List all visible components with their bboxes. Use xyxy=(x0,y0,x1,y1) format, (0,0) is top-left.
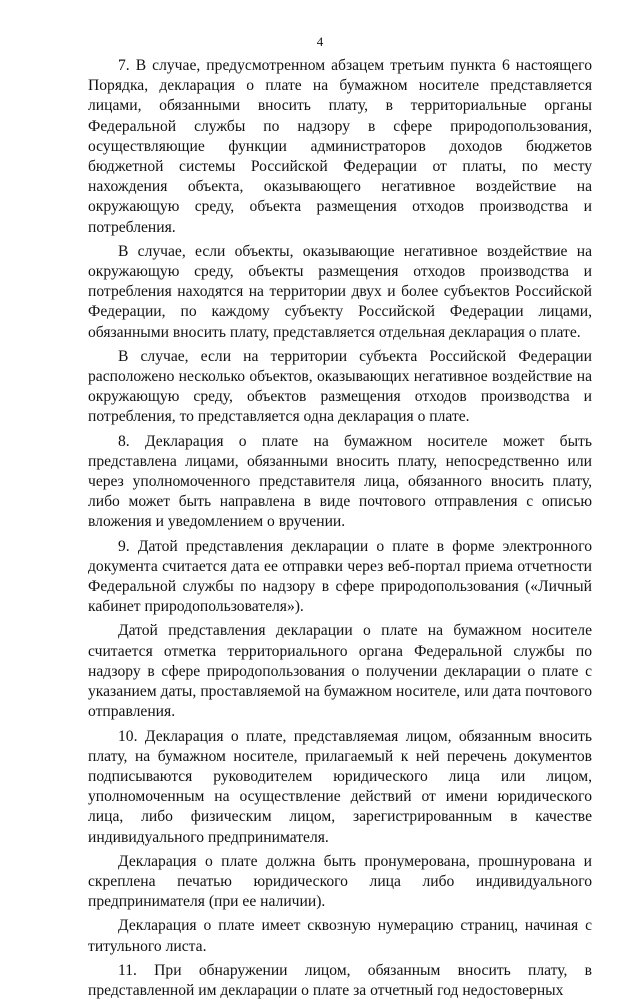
paragraph-8: 8. Декларация о плате на бумажном носителе может быть представлена лицами, обязанными вносить плату, непосредственно или через уполномоченного представителя лица, обязанного вносить плату, либо может быть направлена в виде почтового отправления с описью вложения и уведомлением о вручении. xyxy=(88,432,592,531)
paragraph-10-binding: Декларация о плате должна быть пронумерована, прошнурована и скреплена печатью юридического лица либо индивидуального предпринимателя (при ее наличии). xyxy=(88,852,592,911)
page-number: 4 xyxy=(316,34,324,49)
paragraph-10: 10. Декларация о плате, представляемая лицом, обязанным вносить плату, на бумажном носителе, прилагаемый к ней перечень документов подписываются руководителем юридического лица или лицом, уполномоченным на осуществление действий от имени юридического лица, либо физическим лицом, зарегистрированным в качестве индивидуального предпринимателя. xyxy=(88,727,592,846)
paragraph-10-numbering: Декларация о плате имеет сквозную нумерацию страниц, начиная с титульного листа. xyxy=(88,917,592,955)
paragraph-7-multiple-regions: В случае, если объекты, оказывающие негативное воздействие на окружающую среду, объекты размещения отходов производства и потребления находятся на территории двух и более субъектов Российской Федерации, по каждому субъекту Российской Федерации лицами, обязанными вносить плату, представляется отдельная декларация о плате. xyxy=(88,242,592,341)
paragraph-9: 9. Датой представления декларации о плате в форме электронного документа считается дата ее отправки через веб-портал приема отчетности Федеральной службы по надзору в сфере природопользования («Личный кабинет природопользователя»). xyxy=(88,537,592,616)
document-body xyxy=(88,56,592,1005)
paragraph-7-single-region: В случае, если на территории субъекта Российской Федерации расположено несколько объектов, оказывающих негативное воздействие на окружающую среду, объектов размещения отходов производства и потребления, то представляется одна декларация о плате. xyxy=(88,347,592,426)
paragraph-11: 11. При обнаружении лицом, обязанным вносить плату, в представленной им декларации о плате за отчетный год недостоверных xyxy=(88,961,592,999)
paragraph-7: 7. В случае, предусмотренном абзацем третьим пункта 6 настоящего Порядка, декларация о плате на бумажном носителе представляется лицами, обязанными вносить плату, в территориальные органы Федеральной службы по надзору в сфере природопользования, осуществляющие функции администраторов доходов бюджетов бюджетной системы Российской Федерации от платы, по месту нахождения объекта, оказывающего негативное воздействие на окружающую среду, объекта размещения отходов производства и потребления. xyxy=(88,57,592,236)
paragraph-9-paper-date: Датой представления декларации о плате на бумажном носителе считается отметка территориального органа Федеральной службы по надзору в сфере природопользования о получении декларации о плате с указанием даты, проставляемой на бумажном носителе, или дата почтового отправления. xyxy=(88,622,592,721)
